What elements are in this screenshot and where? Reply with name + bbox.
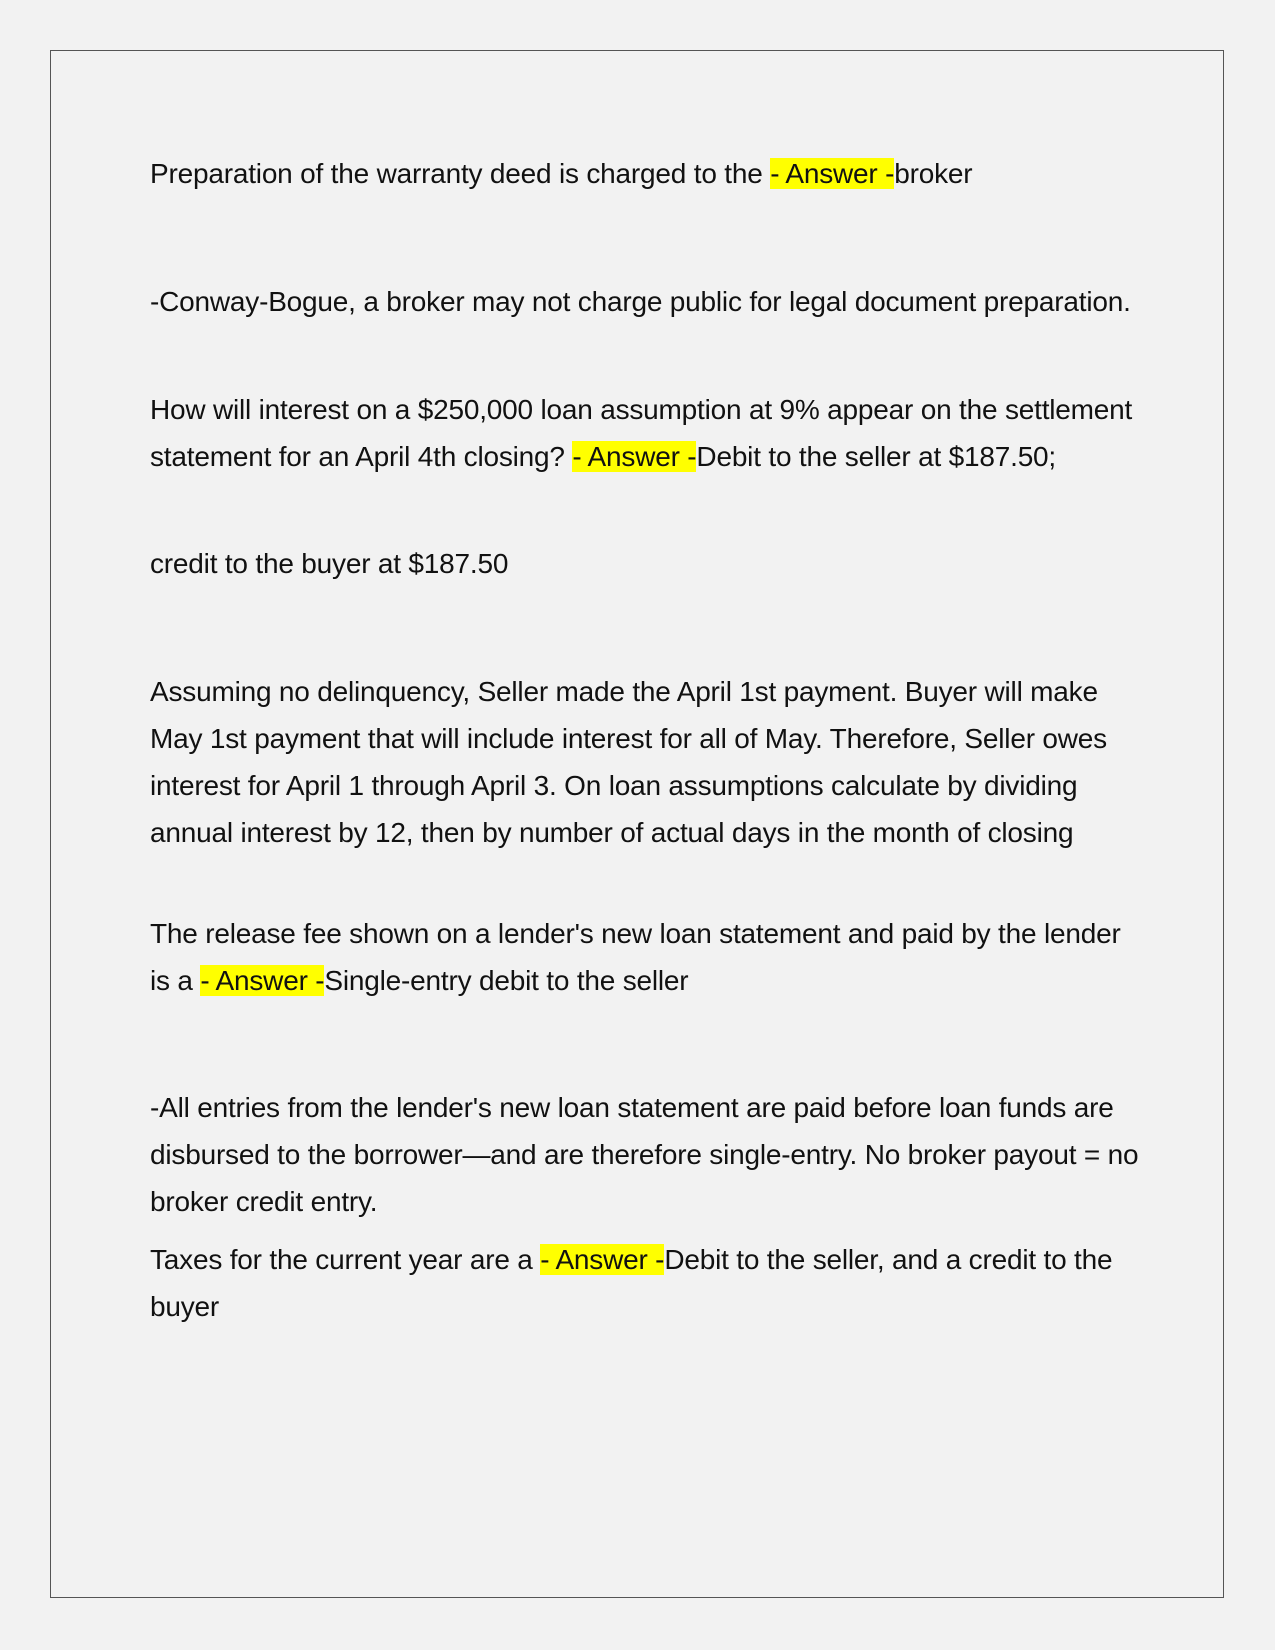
question-text: Taxes for the current year are a: [150, 1244, 533, 1275]
answer-text: Single-entry debit to the seller: [324, 965, 689, 996]
answer-text: broker: [894, 158, 973, 189]
answer-text: Debit to the seller at $187.50;: [696, 441, 1057, 472]
question-3: [150, 910, 1140, 1004]
question-text: How will interest on a $250,000 loan assumption at 9% appear on the settlement statement for an April 4th closing?: [150, 394, 1133, 472]
answer-marker: - Answer -: [770, 158, 895, 189]
explanation-2: credit to the buyer at $187.50: [150, 548, 509, 579]
answer-marker: - Answer -: [540, 1244, 665, 1275]
question-2: [150, 386, 1140, 480]
answer-text: Debit to the seller, and a credit to the buyer: [150, 1244, 1113, 1322]
answer-marker: - Answer -: [200, 965, 325, 996]
question-text: Preparation of the warranty deed is charged to the: [150, 158, 763, 189]
question-4: [150, 1236, 1140, 1330]
explanation-1: -Conway-Bogue, a broker may not charge public for legal document preparation.: [150, 286, 1131, 317]
explanation-3: Assuming no delinquency, Seller made the April 1st payment. Buyer will make May 1st payment that will include interest for all of May. Therefore, Seller owes interest for April 1 through April 3. On loan assumptions calculate by dividing annual interest by 12, then by number of actual days in the month of closing: [150, 676, 1107, 848]
explanation-4: -All entries from the lender's new loan statement are paid before loan funds are disbursed to the borrower—and are therefore single-entry. No broker payout = no broker credit entry.: [150, 1092, 1139, 1217]
answer-marker: - Answer -: [572, 441, 697, 472]
question-1: [150, 150, 972, 197]
question-text: The release fee shown on a lender's new loan statement and paid by the lender is a: [150, 918, 1121, 996]
